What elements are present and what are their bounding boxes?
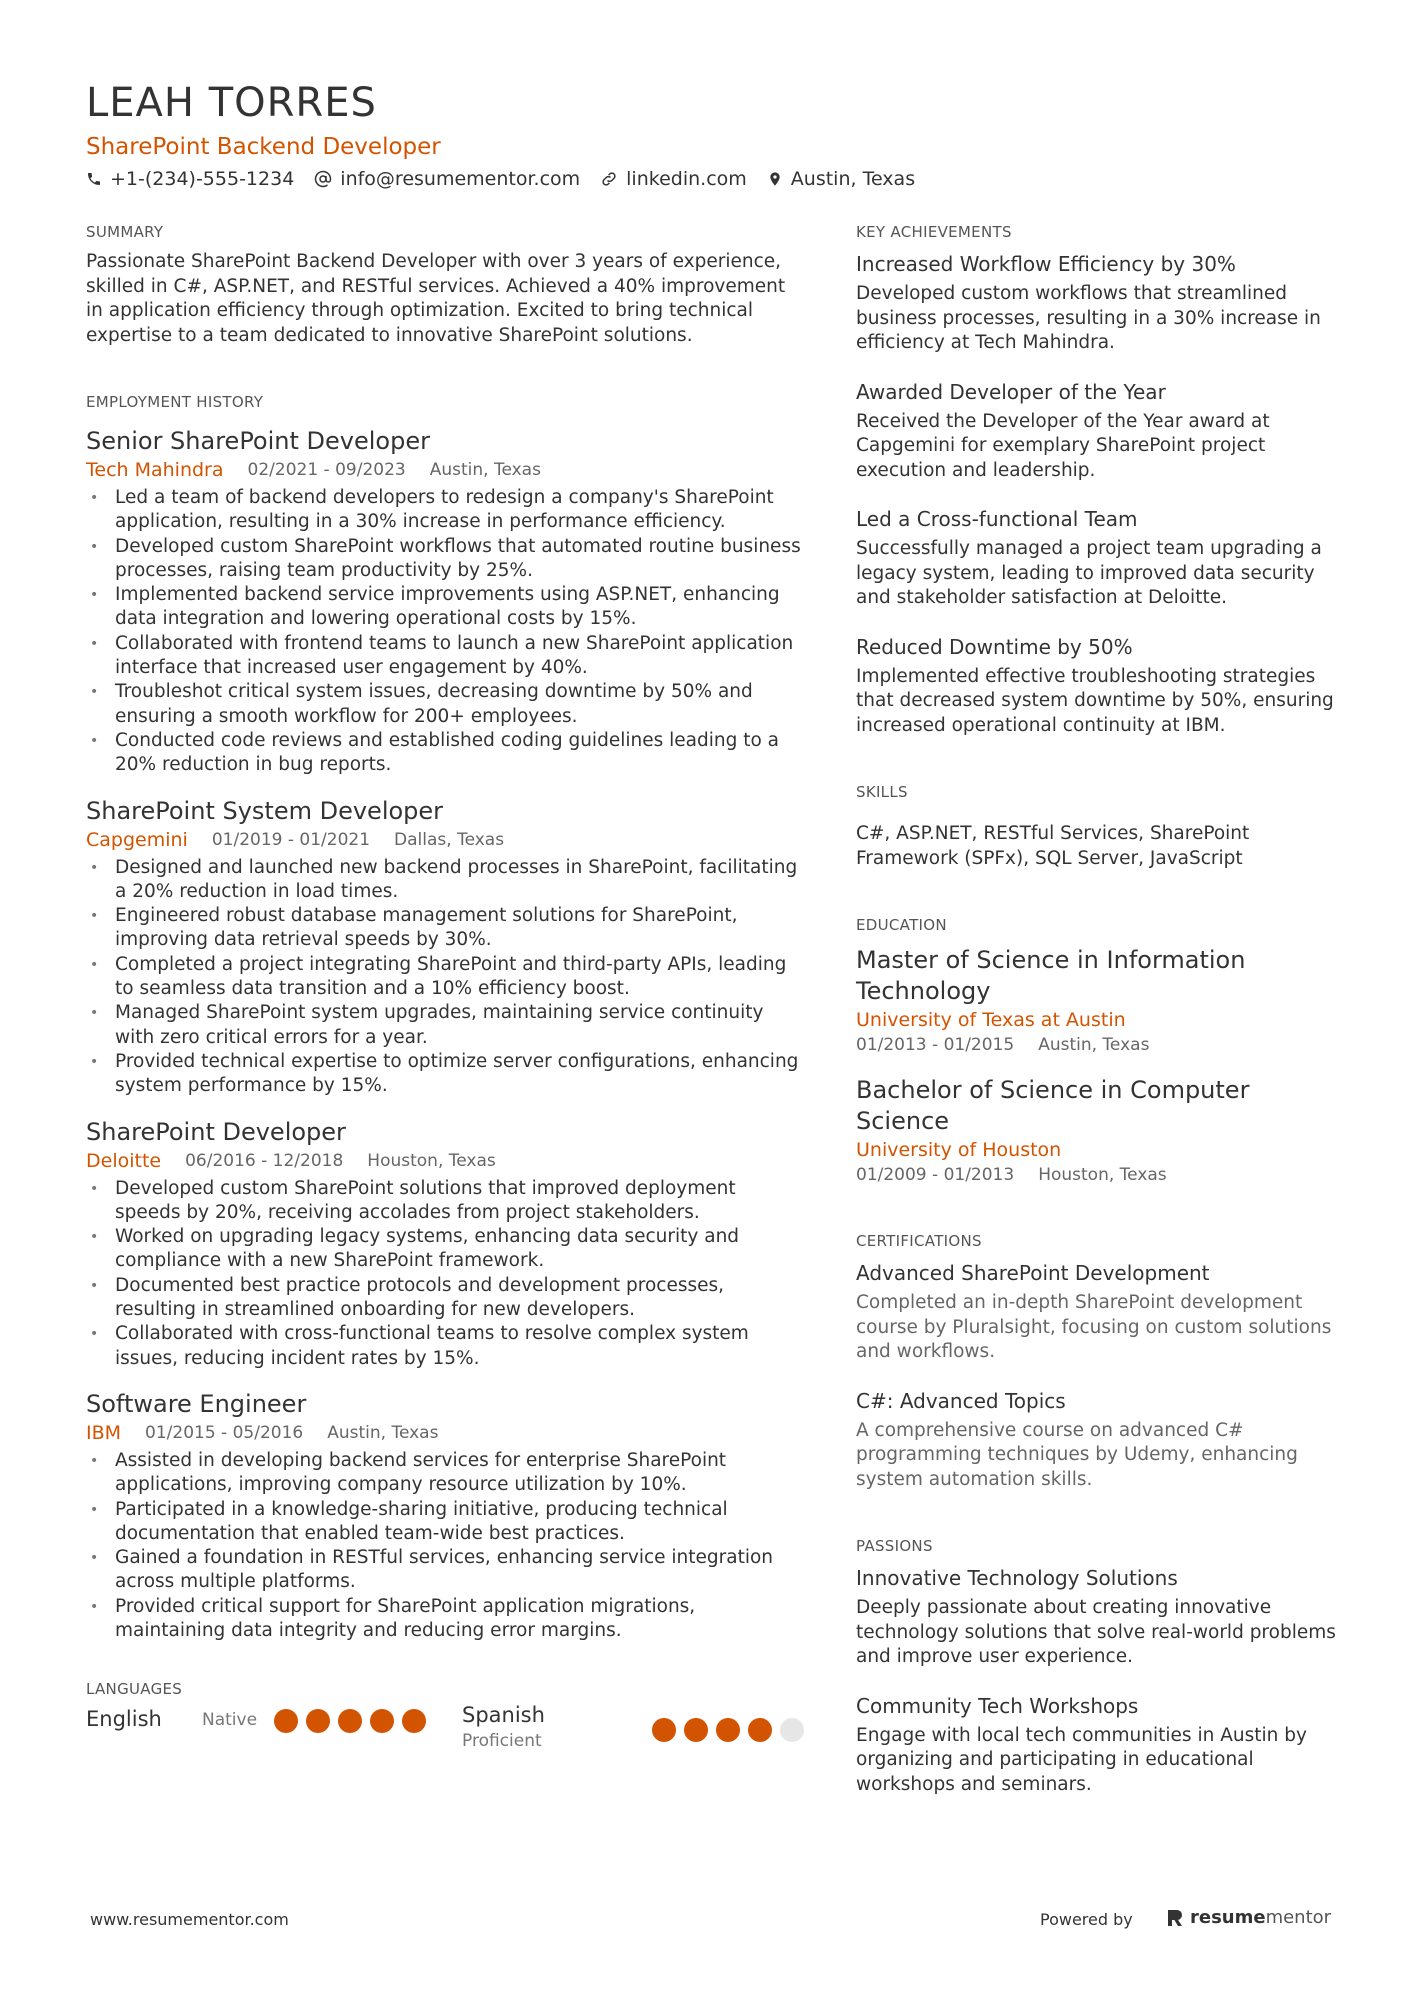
- language-rating: [652, 1718, 812, 1742]
- skills-heading: SKILLS: [856, 783, 908, 801]
- job-bullet: • Troubleshot critical system issues, decreasing downtime by 50% and ensuring a smooth workflow for 200+ employees.: [86, 680, 806, 729]
- job-company: Deloitte: [86, 1149, 162, 1172]
- employment-heading: EMPLOYMENT HISTORY: [86, 393, 264, 411]
- education-heading: EDUCATION: [856, 916, 947, 934]
- job-bullet: • Engineered robust database management solutions for SharePoint, improving data retrieval speeds by 30%.: [86, 904, 806, 953]
- job-company: IBM: [86, 1421, 122, 1444]
- achievement-item: [856, 505, 1336, 611]
- job-role: Senior SharePoint Developer: [86, 427, 430, 455]
- job-bullet: • Assisted in developing backend services for enterprise SharePoint applications, improving company resource utilization by 10%.: [86, 1449, 806, 1498]
- job-company: Capgemini: [86, 828, 188, 851]
- language-name: Spanish: [462, 1703, 545, 1728]
- resume-header: [86, 74, 1336, 190]
- contact-linkedin-text: linkedin.com: [626, 168, 747, 190]
- job-dates: 01/2019 - 01/2021: [211, 829, 371, 850]
- education-meta: [856, 1163, 1336, 1187]
- achievement-desc: Developed custom workflows that streamlined business processes, resulting in a 30% increase in efficiency at Tech Mahindra.: [856, 283, 1321, 353]
- certification-title: Advanced SharePoint Development: [856, 1261, 1210, 1285]
- contact-location-text: Austin, Texas: [790, 168, 916, 190]
- job-bullet: • Managed SharePoint system upgrades, maintaining service continuity with zero critical errors for a year.: [86, 1001, 806, 1050]
- achievement-desc: Implemented effective troubleshooting strategies that decreased system downtime by 50%, ensuring increased operational continuity at IBM.: [856, 665, 1334, 736]
- job-bullet: • Participated in a knowledge-sharing initiative, producing technical documentation that enabled team-wide best practices.: [86, 1498, 806, 1547]
- job-bullet: • Developed custom SharePoint solutions that improved deployment speeds by 20%, receiving accolades from project stakeholders.: [86, 1177, 806, 1226]
- achievement-title: Led a Cross-functional Team: [856, 507, 1138, 531]
- achievement-desc: Received the Developer of the Year award at Capgemini for exemplary SharePoint project execution and leadership.: [856, 410, 1270, 481]
- at-icon: [314, 170, 332, 188]
- achievement-title: Increased Workflow Efficiency by 30%: [856, 252, 1236, 276]
- summary-heading: SUMMARY: [86, 223, 164, 241]
- footer-url[interactable]: www.resumementor.com: [90, 1910, 289, 1929]
- contact-phone-text: +1-(234)-555-1234: [110, 168, 295, 190]
- rating-dot-filled: [338, 1709, 362, 1733]
- rating-dot-filled: [748, 1718, 772, 1742]
- job-entry: [86, 426, 806, 778]
- brand-light-text: mentor: [1265, 1907, 1332, 1928]
- job-bullets: [86, 1449, 806, 1643]
- education-meta: [856, 1033, 1336, 1057]
- link-icon: [600, 170, 618, 188]
- job-bullet: • Gained a foundation in RESTful services, enhancing service integration across multiple platforms.: [86, 1546, 806, 1595]
- contact-email[interactable]: [314, 168, 580, 190]
- rating-dot-filled: [402, 1709, 426, 1733]
- certification-item: [856, 1387, 1336, 1493]
- skills-text: C#, ASP.NET, RESTful Services, SharePoint Framework (SPFx), SQL Server, JavaScript: [856, 823, 1250, 869]
- passion-title: Innovative Technology Solutions: [856, 1566, 1178, 1590]
- certification-title: C#: Advanced Topics: [856, 1388, 1066, 1413]
- rating-dot-filled: [716, 1718, 740, 1742]
- job-location: Austin, Texas: [429, 460, 541, 480]
- education-dates: 01/2013 - 01/2015: [856, 1035, 1015, 1055]
- phone-icon: [86, 171, 102, 187]
- job-entry: [86, 1389, 806, 1643]
- certifications-heading: CERTIFICATIONS: [856, 1232, 982, 1250]
- job-bullet: • Collaborated with frontend teams to launch a new SharePoint application interface that increased user engagement by 40%.: [86, 632, 806, 681]
- education-location: Austin, Texas: [1038, 1035, 1150, 1055]
- achievement-title: Reduced Downtime by 50%: [856, 634, 1133, 659]
- passion-item: [856, 1692, 1336, 1798]
- education-school: University of Texas at Austin: [856, 1009, 1126, 1031]
- achievements-heading: KEY ACHIEVEMENTS: [856, 223, 1012, 241]
- certification-item: [856, 1259, 1336, 1365]
- contact-location: [767, 168, 915, 190]
- rating-dot-filled: [652, 1718, 676, 1742]
- job-dates: 06/2016 - 12/2018: [185, 1150, 344, 1171]
- job-bullets: [86, 486, 806, 778]
- achievement-item: [856, 378, 1336, 484]
- job-location: Dallas, Texas: [394, 829, 505, 850]
- rating-dot-filled: [274, 1709, 298, 1733]
- passion-desc: Engage with local tech communities in Austin by organizing and participating in educational workshops and seminars.: [856, 1724, 1307, 1795]
- rating-dot-empty: [780, 1718, 804, 1742]
- language-rating: [274, 1709, 434, 1733]
- job-bullet: • Implemented backend service improvements using ASP.NET, enhancing data integration and lowering operational costs by 15%.: [86, 583, 806, 632]
- candidate-title: SharePoint Backend Developer: [86, 134, 441, 160]
- language-level: Proficient: [462, 1731, 542, 1752]
- job-dates: 01/2015 - 05/2016: [145, 1422, 304, 1443]
- achievement-item: [856, 250, 1336, 356]
- language-level: Native: [202, 1710, 258, 1731]
- job-bullet: • Provided technical expertise to optimize server configurations, enhancing system performance by 15%.: [86, 1050, 806, 1099]
- education-location: Houston, Texas: [1038, 1165, 1167, 1185]
- passion-desc: Deeply passionate about creating innovative technology solutions that solve real-world problems and improve user experience.: [856, 1597, 1336, 1667]
- brand-logo[interactable]: [1166, 1907, 1331, 1928]
- education-degree: Bachelor of Science in Computer Science: [856, 1076, 1250, 1135]
- education-school: University of Houston: [856, 1139, 1062, 1161]
- location-icon: [767, 170, 783, 188]
- contact-email-text: info@resumementor.com: [340, 168, 581, 190]
- education-item: [856, 1075, 1336, 1187]
- job-bullet: • Provided critical support for SharePoint application migrations, maintaining data integrity and reducing error margins.: [86, 1595, 806, 1644]
- job-bullets: [86, 856, 806, 1099]
- contact-phone: [86, 168, 294, 190]
- languages-heading: LANGUAGES: [86, 1680, 183, 1699]
- job-bullet: • Worked on upgrading legacy systems, enhancing data security and compliance with a new SharePoint framework.: [86, 1225, 806, 1274]
- job-bullet: • Documented best practice protocols and development processes, resulting in streamlined onboarding for new developers.: [86, 1274, 806, 1323]
- candidate-name: LEAH TORRES: [86, 80, 377, 126]
- education-degree: Master of Science in Information Technology: [856, 946, 1246, 1005]
- job-meta: [86, 458, 806, 482]
- summary-text: Passionate SharePoint Backend Developer with over 3 years of experience, skilled in C#, ASP.NET, and RESTful services. Achieved a 40% improvement in application efficiency through optimization. Excited to bring technical expertise to a team dedicated to innovative SharePoint solutions.: [86, 251, 786, 346]
- powered-by-label: Powered by: [1040, 1910, 1133, 1929]
- job-bullet: • Collaborated with cross-functional teams to resolve complex system issues, reducing incident rates by 15%.: [86, 1322, 806, 1371]
- job-role: SharePoint Developer: [86, 1117, 346, 1146]
- job-meta: [86, 1149, 806, 1173]
- job-dates: 02/2021 - 09/2023: [247, 460, 406, 480]
- page-footer: [0, 1907, 1410, 1940]
- achievement-title: Awarded Developer of the Year: [856, 379, 1166, 404]
- passion-item: [856, 1564, 1336, 1670]
- rating-dot-filled: [306, 1709, 330, 1733]
- job-role: SharePoint System Developer: [86, 796, 444, 825]
- job-bullets: [86, 1177, 806, 1371]
- rating-dot-filled: [684, 1718, 708, 1742]
- contact-bar: [86, 168, 1336, 190]
- job-entry: [86, 796, 806, 1099]
- brand-bold-text: resume: [1190, 1907, 1266, 1928]
- left-column: [86, 222, 806, 1752]
- rating-dot-filled: [370, 1709, 394, 1733]
- languages-row: [86, 1703, 806, 1752]
- resumementor-logo-icon: [1166, 1908, 1184, 1928]
- certification-desc: Completed an in-depth SharePoint development course by Pluralsight, focusing on custom solutions and workflows.: [856, 1292, 1332, 1362]
- job-bullet: • Completed a project integrating SharePoint and third-party APIs, leading to seamless data transition and a 10% efficiency boost.: [86, 953, 806, 1002]
- job-bullet: • Designed and launched new backend processes in SharePoint, facilitating a 20% reduction in load times.: [86, 856, 806, 905]
- job-company: Tech Mahindra: [86, 459, 224, 481]
- right-column: [856, 222, 1336, 1797]
- job-bullet: • Led a team of backend developers to redesign a company's SharePoint application, resulting in a 30% increase in performance efficiency.: [86, 486, 806, 535]
- achievement-desc: Successfully managed a project team upgrading a legacy system, leading to improved data security and stakeholder satisfaction at Deloitte.: [856, 538, 1322, 608]
- contact-linkedin[interactable]: [600, 168, 747, 190]
- achievement-item: [856, 633, 1336, 739]
- certification-desc: A comprehensive course on advanced C# programming techniques by Udemy, enhancing system automation skills.: [856, 1419, 1298, 1490]
- job-meta: [86, 828, 806, 852]
- job-meta: [86, 1421, 806, 1445]
- job-bullet: • Developed custom SharePoint workflows that automated routine business processes, raising team productivity by 25%.: [86, 535, 806, 584]
- education-item: [856, 945, 1336, 1057]
- job-role: Software Engineer: [86, 1389, 307, 1418]
- education-dates: 01/2009 - 01/2013: [856, 1165, 1015, 1185]
- job-entry: [86, 1117, 806, 1371]
- job-bullet: • Conducted code reviews and established coding guidelines leading to a 20% reduction in bug reports.: [86, 729, 806, 778]
- language-name: English: [86, 1707, 162, 1732]
- passion-title: Community Tech Workshops: [856, 1693, 1139, 1718]
- job-location: Austin, Texas: [327, 1422, 439, 1443]
- job-location: Houston, Texas: [367, 1150, 496, 1171]
- passions-heading: PASSIONS: [856, 1537, 933, 1555]
